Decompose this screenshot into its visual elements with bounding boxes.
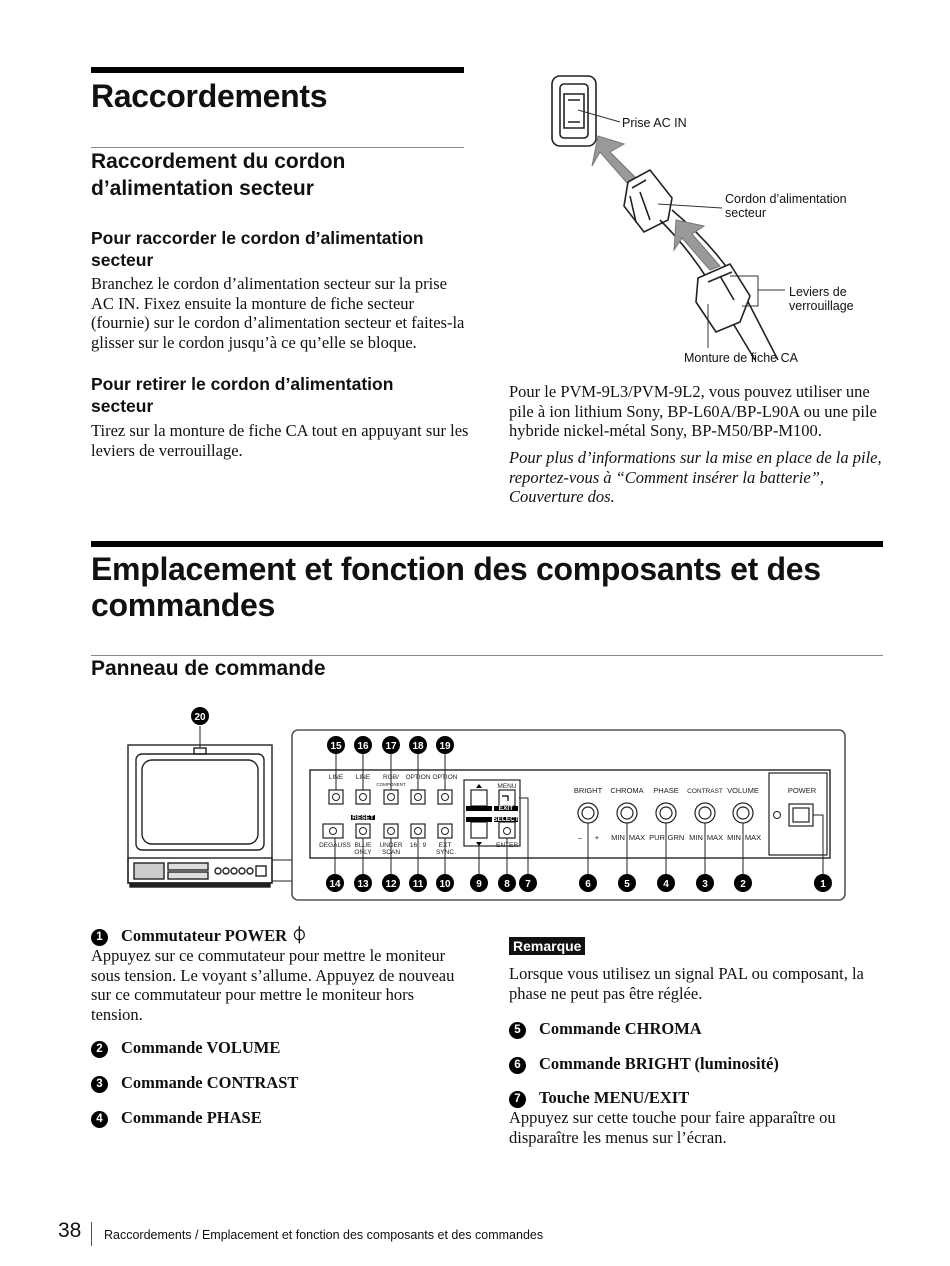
svg-text:SYNC: SYNC <box>435 849 455 856</box>
section2-subtitle: Panneau de commande <box>91 657 326 680</box>
remove-heading: Pour retirer le cordon d’alimentation secteur <box>91 374 394 416</box>
footer-text: Raccordements / Emplacement et fonction des composants et des commandes <box>104 1228 544 1242</box>
monitor-front <box>128 745 272 887</box>
battery-text: Pour le PVM-9L3/PVM-9L2, vous pouvez utiliser une pile à ion lithium Sony, BP-L60A/BP-L90A ou une pile hybride nickel-métal Sony, BP-M50/BP-M100. <box>509 382 877 440</box>
svg-text:+: + <box>594 833 600 842</box>
svg-text:EXIT: EXIT <box>498 805 514 812</box>
item-7: 7 Touche MENU/EXIT Appuyez sur cette touche pour faire apparaître ou disparaître les menus sur l’écran. <box>509 1088 889 1147</box>
svg-text:CHROMA: CHROMA <box>610 786 644 795</box>
footer-divider <box>91 1222 92 1246</box>
control-panel-diagram <box>120 700 860 905</box>
section1-subtitle: Raccordement du cordon d’alimentation secteur <box>91 150 346 200</box>
svg-text:LINE: LINE <box>328 774 344 781</box>
item-1: 1 Commutateur POWER ⏀ Appuyez sur ce commutateur pour mettre le moniteur sous tension. Le voyant s’allume. Appuyez de nouveau sur ce commutateur pour mettre le moniteur hors tension. <box>91 926 471 1024</box>
svg-text:SELECT: SELECT <box>493 816 519 823</box>
svg-text:MAX: MAX <box>628 833 646 842</box>
item-7-body: Appuyez sur cette touche pour faire apparaître ou disparaître les menus sur l’écran. <box>509 1108 836 1147</box>
svg-text:15: 15 <box>330 741 342 752</box>
svg-text:16 : 9: 16 : 9 <box>409 842 427 849</box>
label-cord: Cordon d’alimentation secteur <box>725 192 847 220</box>
svg-text:BLUE: BLUE <box>354 842 372 849</box>
svg-text:1: 1 <box>820 879 826 890</box>
remarque-text: Lorsque vous utilisez un signal PAL ou composant, la phase ne peut pas être réglée. <box>509 964 864 1003</box>
svg-text:6: 6 <box>585 879 591 890</box>
power-indicator <box>774 812 781 819</box>
svg-text:13: 13 <box>357 879 369 890</box>
svg-text:4: 4 <box>663 879 669 890</box>
item-6: 6 Commande BRIGHT (luminosité) <box>509 1054 779 1074</box>
svg-text:GRN: GRN <box>667 833 685 842</box>
svg-text:–: – <box>577 833 583 842</box>
item-number-1: 1 <box>91 929 108 946</box>
svg-text:UNDER: UNDER <box>379 842 403 849</box>
svg-text:3: 3 <box>702 879 708 890</box>
item-4: 4 Commande PHASE <box>91 1108 262 1128</box>
ac-in-socket <box>552 76 596 146</box>
item-3: 3 Commande CONTRAST <box>91 1073 298 1093</box>
item-1-body: Appuyez sur ce commutateur pour mettre le moniteur sous tension. Le voyant s’allume. Appuyez de nouveau sur ce commutateur pour mettre le moniteur hors tension. <box>91 946 455 1024</box>
item-5: 5 Commande CHROMA <box>509 1019 702 1039</box>
item-2: 2 Commande VOLUME <box>91 1038 280 1058</box>
connect-heading: Pour raccorder le cordon d’alimentation secteur <box>91 228 424 270</box>
svg-text:COMPONENT: COMPONENT <box>376 782 406 787</box>
down-button[interactable] <box>471 822 487 838</box>
section2-title: Emplacement et fonction des composants et des commandes <box>91 551 821 623</box>
svg-text:DEGAUSS: DEGAUSS <box>319 842 351 849</box>
svg-text:12: 12 <box>385 879 397 890</box>
svg-text:LINE: LINE <box>355 774 371 781</box>
label-levers: Leviers de verrouillage <box>789 285 854 313</box>
section2-top-rule <box>91 541 883 547</box>
svg-text:RESET: RESET <box>352 814 374 822</box>
svg-text:MIN: MIN <box>611 833 625 842</box>
item-number-5: 5 <box>509 1022 526 1039</box>
label-holder: Monture de fiche CA <box>684 351 798 365</box>
svg-text:RGB/: RGB/ <box>383 774 399 781</box>
svg-text:14: 14 <box>329 879 341 890</box>
item-number-4: 4 <box>91 1111 108 1128</box>
bottom-callouts <box>326 874 832 892</box>
svg-text:ENTER: ENTER <box>495 842 519 849</box>
remarque-badge: Remarque <box>509 937 585 956</box>
svg-text:MIN: MIN <box>689 833 703 842</box>
svg-text:MAX: MAX <box>744 833 762 842</box>
label-ac-in: Prise AC IN <box>622 116 687 130</box>
section1-top-rule <box>91 67 464 73</box>
svg-text:7: 7 <box>525 879 531 890</box>
svg-text:PUR: PUR <box>649 833 665 842</box>
up-button[interactable] <box>471 790 487 806</box>
item-number-2: 2 <box>91 1041 108 1058</box>
svg-text:2: 2 <box>740 879 746 890</box>
svg-text:BRIGHT: BRIGHT <box>573 786 603 795</box>
svg-text:SCAN: SCAN <box>381 849 401 856</box>
svg-text:MIN: MIN <box>727 833 741 842</box>
svg-text:11: 11 <box>412 879 424 890</box>
connect-body: Branchez le cordon d’alimentation secteur sur la prise AC IN. Fixez ensuite la monture de fiche secteur (fournie) sur le cordon d’alimentation secteur et faites-la glisser sur le cordon jusqu’à ce qu’elle se bloque. <box>91 274 465 352</box>
item-number-7: 7 <box>509 1091 526 1108</box>
svg-text:OPTION: OPTION <box>432 774 458 781</box>
svg-text:9: 9 <box>476 879 482 890</box>
svg-text:19: 19 <box>439 741 451 752</box>
item-number-3: 3 <box>91 1076 108 1093</box>
svg-text:16: 16 <box>357 741 369 752</box>
power-cord-illustration <box>540 70 880 370</box>
item-number-6: 6 <box>509 1057 526 1074</box>
svg-text:20: 20 <box>194 712 206 723</box>
svg-text:MAX: MAX <box>706 833 724 842</box>
battery-note: Pour plus d’informations sur la mise en place de la pile, reportez-vous à “Comment insérer la batterie”, Couverture dos. <box>509 448 882 506</box>
svg-text:ONLY: ONLY <box>354 849 372 856</box>
svg-text:CONTRAST: CONTRAST <box>687 788 723 795</box>
svg-text:10: 10 <box>439 879 451 890</box>
page-number: 38 <box>58 1219 82 1242</box>
svg-text:OPTION: OPTION <box>405 774 431 781</box>
svg-text:18: 18 <box>412 741 424 752</box>
svg-text:EXT: EXT <box>438 842 452 849</box>
svg-text:5: 5 <box>624 879 630 890</box>
svg-text:MENU: MENU <box>497 783 517 790</box>
svg-text:PHASE: PHASE <box>653 786 679 795</box>
svg-text:8: 8 <box>504 879 510 890</box>
remove-body: Tirez sur la monture de fiche CA tout en appuyant sur les leviers de verrouillage. <box>91 421 469 460</box>
svg-text:VOLUME: VOLUME <box>727 786 759 795</box>
menu-exit-button[interactable] <box>499 790 515 806</box>
section1-title: Raccordements <box>91 78 328 114</box>
svg-text:POWER: POWER <box>787 786 817 795</box>
svg-text:17: 17 <box>385 741 397 752</box>
